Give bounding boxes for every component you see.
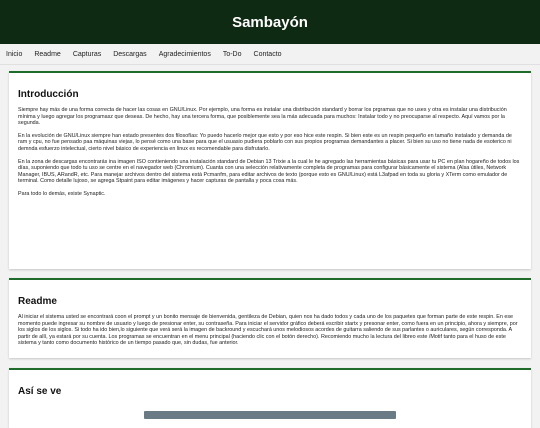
- readme-section: [9, 278, 531, 358]
- main-nav: [0, 44, 540, 65]
- screenshot-image: [144, 411, 396, 419]
- nav-link-inicio[interactable]: Inicio: [6, 50, 23, 58]
- site-header: [0, 0, 540, 44]
- screenshots-heading: Así se ve: [18, 386, 62, 397]
- nav-link-todo[interactable]: To-Do: [222, 50, 242, 58]
- intro-paragraph: Siempre hay más de una forma correcta de hacer las cosas en GNU/Linux. Por ejemplo, una forma es instalar una distribución standard y borrar los prgramas que no uses y otra es instalar una distribución mínima y luego agregar los programasz que deseas. De hecho, hay una tercera forma, que posiblemente sea la más adecuada para muchos: Instalar todo y no preocuparse al respecto. Aquí vamos por la segunda.: [18, 107, 507, 127]
- nav-link-agradecimientos[interactable]: Agradecimientos: [158, 50, 211, 58]
- intro-section: [9, 71, 531, 269]
- intro-heading: Introducción: [18, 89, 79, 100]
- nav-link-descargas[interactable]: Descargas: [113, 50, 147, 58]
- nav-link-contacto[interactable]: Contacto: [253, 50, 282, 58]
- readme-heading: Readme: [18, 296, 57, 307]
- site-title: Sambayón: [232, 13, 308, 31]
- intro-paragraph: En la zona de descargas encontrarás ina imagen ISO contieniendo una instalación standard de Debian 13 Trixie a la cual le he agregado las herramientas básicas para usar tu PC en plan hogareño de todos los días, suponiendo que todo tu uso se centre en el navegador web (Chromium). Cuanta con una selección relativamente completa de programas para configurar básicamente el sistema (Alsa útiles, Network Manager, IBUS, ARandR, etc. Para manejar archivos dentro del sistema está Pcmanfm, para editar archivos de texto (porque esto es GNU/Linux) está L3afpad en toda su gloria y XTerm como emulador de terminal. Como detalle lujoso, se agrega Stpaint para editar imágenes y hacer capturas de pantalla y poca cosa más.: [18, 158, 520, 185]
- nav-link-capturas[interactable]: Capturas: [72, 50, 102, 58]
- readme-paragraph: Al iniciar el sistema usted se encontrará coon el prompt y un bonito mensaje de bienvenida, gentileza de Debian, quien nos ha dado todos y cada uno de los paquetes que forman parte de este respin. En ese momento puede ingresar su nombre de usuario y luego de presionar enter, su contraseña. Para iniciar el servidor gráfico deberá escribir startx y presonar enter, como fuera en un principio, ahora y siempre, por los siglos de los siglos. Si todo ha ido bien,lo siguiente que verá será la imagen de backround y escuchará unos melodiosos acordes de guitarra saliendo de sus parlantes o auriculares, según corresponda. A partir de allí, ya estará por su cuenta. Los programas se encuentran en el menu principal (haciendo clic con el botón derecho). Recomiendo mucho la lectura del libreo este /Motif tanto para el huso de este sistema y tanto como documento histórico de un tiempo pasado que, sin dudas, fue anterior.: [18, 314, 518, 347]
- intro-paragraph: Para todo lo demás, existe Synaptic.: [18, 190, 106, 197]
- intro-paragraph: En la evolución de GNU/Linux siempre han estado presentes dos filosofías: Yo puedo hacerlo mejor que esto y por eso hice este respin. Si bien este es un respin pequeño en tamaño instalado y demanda de ram y cpu, no fue pensado paa máquinas viejas, lo pensé como una base para que el usuasio pudiera poblarlo con sus propios programas demandantes a placer. Si bien su uso no tiene nada de esoterico ni demnda esfuerzo intelectual, cierto nivel básico de experiencia en linux es recomendable para disfrutarlo.: [18, 132, 512, 152]
- screenshots-section: [9, 368, 531, 428]
- nav-link-readme[interactable]: Readme: [34, 50, 61, 58]
